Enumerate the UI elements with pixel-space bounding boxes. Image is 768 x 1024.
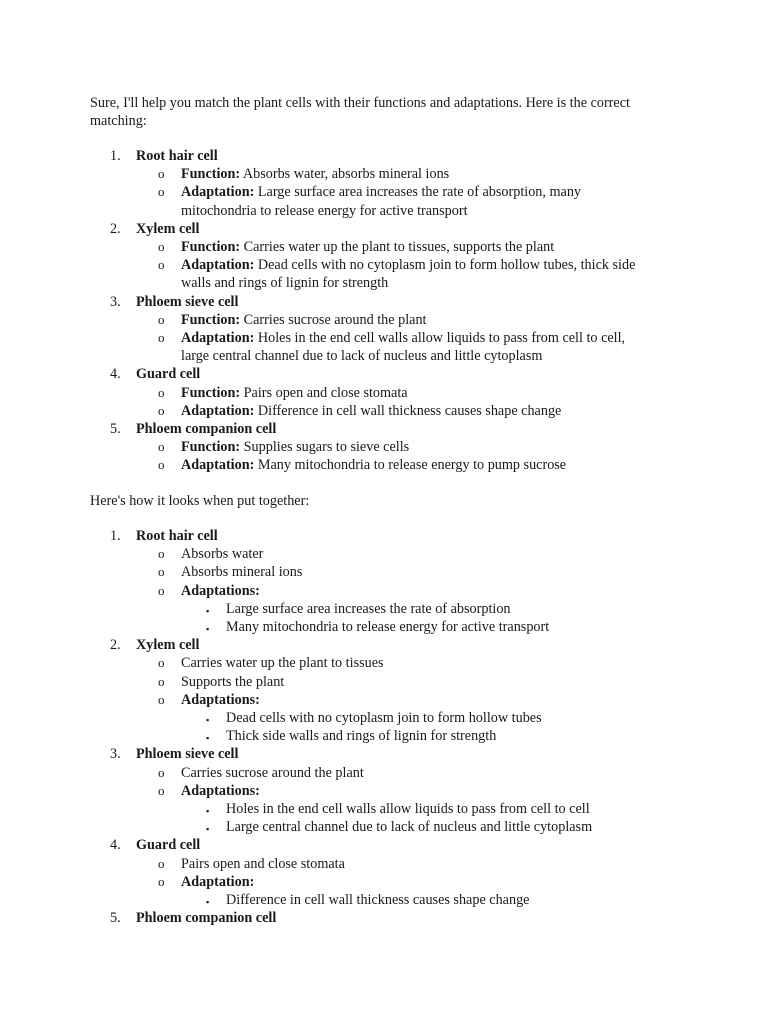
circle-bullet-icon: o [158, 402, 165, 418]
function-text: Pairs open and close stomata [243, 384, 408, 401]
circle-bullet-icon: o [158, 764, 165, 780]
adaptations-label: Adaptation: [181, 873, 255, 890]
adaptation-item: Large surface area increases the rate of absorption [226, 600, 511, 617]
adaptation-line [90, 256, 690, 274]
function-text: Carries sucrose around the plant [243, 311, 427, 328]
cell-name: Xylem cell [136, 637, 200, 654]
function-item: Carries sucrose around the plant [181, 764, 364, 781]
list-item [90, 147, 690, 165]
adaptation-text: Dead cells with no cytoplasm join to form hollow tubes, thick side [257, 257, 636, 274]
cell-name: Phloem sieve cell [136, 746, 239, 763]
adaptation-label: Adaptation: [181, 257, 255, 274]
circle-bullet-icon: o [158, 673, 165, 689]
list-item [90, 745, 690, 763]
adaptation-label: Adaptation: [181, 330, 255, 347]
cell-name: Guard cell [136, 837, 201, 854]
function-label: Function: [181, 384, 241, 401]
function-label: Function: [181, 439, 241, 456]
function-label: Function: [181, 311, 241, 328]
adaptation-item: Thick side walls and rings of lignin for strength [226, 728, 497, 745]
square-bullet-icon: ▪ [206, 824, 210, 835]
function-text: Carries water up the plant to tissues, supports the plant [243, 239, 555, 256]
circle-bullet-icon: o [158, 691, 165, 707]
square-bullet-icon: ▪ [206, 733, 210, 744]
list-item [90, 220, 690, 238]
circle-bullet-icon: o [158, 184, 165, 200]
adaptation-label: Adaptation: [181, 457, 255, 474]
function-line [90, 384, 690, 402]
matching-list [90, 147, 690, 475]
adaptation-text-cont: mitochondria to release energy for active transport [181, 202, 468, 219]
function-text: Absorbs water, absorbs mineral ions [242, 166, 450, 183]
list-item [90, 293, 690, 311]
circle-bullet-icon: o [158, 782, 165, 798]
function-item: Absorbs mineral ions [181, 564, 303, 581]
square-bullet-icon: ▪ [206, 624, 210, 635]
list-item [90, 836, 690, 854]
list-item [90, 527, 690, 545]
adaptation-text: Difference in cell wall thickness causes shape change [257, 402, 562, 419]
cell-name: Xylem cell [136, 220, 200, 237]
adaptation-label: Adaptation: [181, 402, 255, 419]
circle-bullet-icon: o [158, 582, 165, 598]
circle-bullet-icon: o [158, 239, 165, 255]
cell-name: Phloem sieve cell [136, 293, 239, 310]
circle-bullet-icon: o [158, 855, 165, 871]
item-number: 3. [110, 746, 121, 763]
item-number: 5. [110, 910, 121, 927]
circle-bullet-icon: o [158, 546, 165, 562]
circle-bullet-icon: o [158, 330, 165, 346]
list-item [90, 365, 690, 383]
adaptation-text-cont: large central channel due to lack of nucleus and little cytoplasm [181, 348, 543, 365]
item-number: 4. [110, 366, 121, 383]
adaptation-item: Many mitochondria to release energy for active transport [226, 619, 550, 636]
square-bullet-icon: ▪ [206, 806, 210, 817]
combined-list [90, 527, 690, 927]
circle-bullet-icon: o [158, 384, 165, 400]
circle-bullet-icon: o [158, 457, 165, 473]
square-bullet-icon: ▪ [206, 897, 210, 908]
item-number: 1. [110, 528, 121, 544]
circle-bullet-icon: o [158, 257, 165, 273]
adaptation-label: Adaptation: [181, 184, 255, 201]
adaptations-label: Adaptations: [181, 582, 260, 599]
together-intro: Here's how it looks when put together: [90, 493, 310, 509]
circle-bullet-icon: o [158, 439, 165, 455]
adaptation-line [90, 183, 690, 201]
function-label: Function: [181, 239, 241, 256]
circle-bullet-icon: o [158, 564, 165, 580]
adaptation-text: Large surface area increases the rate of absorption, many [257, 184, 582, 201]
adaptations-label: Adaptations: [181, 691, 260, 708]
adaptation-item: Large central channel due to lack of nucleus and little cytoplasm [226, 819, 593, 836]
item-number: 4. [110, 837, 121, 854]
item-number: 2. [110, 637, 121, 654]
adaptation-item: Holes in the end cell walls allow liquids to pass from cell to cell [226, 801, 590, 818]
circle-bullet-icon: o [158, 873, 165, 889]
circle-bullet-icon: o [158, 655, 165, 671]
function-item: Supports the plant [181, 673, 285, 690]
function-item: Absorbs water [181, 546, 264, 563]
item-number: 1. [110, 148, 121, 164]
list-item [90, 909, 690, 927]
adaptation-text-cont: walls and rings of lignin for strength [181, 275, 389, 292]
item-number: 2. [110, 220, 121, 237]
cell-name: Root hair cell [136, 528, 218, 544]
function-line [90, 311, 690, 329]
adaptation-text: Many mitochondria to release energy to pump sucrose [257, 457, 567, 474]
adaptation-line [90, 402, 690, 420]
item-number: 3. [110, 293, 121, 310]
cell-name: Guard cell [136, 366, 201, 383]
square-bullet-icon: ▪ [206, 715, 210, 726]
function-label: Function: [181, 166, 241, 183]
intro-paragraph: Sure, I'll help you match the plant cells with their functions and adaptations. Here is the correct matching: [90, 95, 630, 129]
list-item [90, 420, 690, 438]
function-line [90, 438, 690, 456]
cell-name: Phloem companion cell [136, 421, 277, 438]
cell-name: Root hair cell [136, 148, 218, 164]
adaptation-line [90, 456, 690, 474]
circle-bullet-icon: o [158, 311, 165, 327]
function-item: Carries water up the plant to tissues [181, 655, 384, 672]
adaptation-item: Difference in cell wall thickness causes shape change [226, 892, 530, 909]
cell-name: Phloem companion cell [136, 910, 277, 927]
adaptation-line [90, 329, 690, 347]
function-item: Pairs open and close stomata [181, 855, 345, 872]
list-item [90, 636, 690, 654]
function-text: Supplies sugars to sieve cells [243, 439, 410, 456]
adaptation-item: Dead cells with no cytoplasm join to form hollow tubes [226, 710, 542, 727]
item-number: 5. [110, 421, 121, 438]
square-bullet-icon: ▪ [206, 605, 210, 616]
circle-bullet-icon: o [158, 166, 165, 182]
adaptation-text: Holes in the end cell walls allow liquids to pass from cell to cell, [257, 330, 626, 347]
function-line [90, 165, 690, 183]
function-line [90, 238, 690, 256]
adaptations-label: Adaptations: [181, 782, 260, 799]
